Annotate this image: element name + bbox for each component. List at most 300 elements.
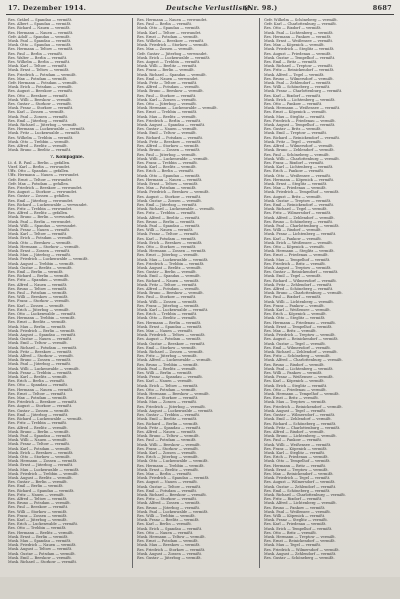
list-entry: Musk. Erich — Spandau — vermißt. — [137, 526, 203, 531]
list-entry: Res. Franz — Zossen — vermißt. — [8, 513, 68, 518]
list-entry: Musk. Otto — Luckenwalde — vermißt. — [137, 459, 209, 464]
list-entry: Res. Ernst — Potsdam — vermißt. — [137, 539, 199, 544]
list-entry: Musk. Emil — Zehlendorf — vermißt. — [264, 417, 332, 422]
list-entry: Res. Richard — Reinickendorf — vermißt. — [264, 135, 341, 140]
list-entry: Musk. Max — Zossen — vermißt. — [137, 400, 198, 405]
list-entry: Res. Fritz — Trebbin — vermißt. — [137, 211, 197, 216]
list-entry: 7. Kompagnie. — [50, 154, 84, 159]
list-entry: Musk. Richard — Spandau — vermißt. — [137, 72, 207, 77]
list-entry: Musk. Richard — Luckenwalde — vermißt. — [137, 207, 215, 212]
list-entry: Res. Emil — Wilmersdorf — vermißt. — [264, 345, 332, 350]
list-entry: Musk. Willi — Zossen — vermißt. — [137, 299, 198, 304]
list-entry: Musk. Otto — Tempelhof — vermißt. — [264, 459, 331, 464]
list-entry: Res. Bruno — Rixdorf — vermißt. — [264, 362, 325, 367]
list-entry: Res. Wilhelm — Beeskow — vermißt. — [137, 39, 205, 44]
list-entry: Musk. Karl — Weißensee — vermißt. — [264, 308, 331, 313]
list-entry: Res. Richard — Wilmersdorf — vermißt. — [264, 278, 338, 283]
list-entry: Uffz. Otto — Spandau — gefallen. — [8, 169, 70, 174]
list-entry: Res. Fritz — Storkow — vermißt. — [137, 497, 198, 502]
list-entry: Res. August — Trebbin — vermißt. — [137, 60, 201, 65]
list-entry: Res. Otto — Nauen — vermißt. — [137, 530, 194, 535]
list-entry: Musk. Hermann — Luckenwalde — vermißt. — [137, 106, 218, 111]
list-entry: Res. Hermann — Teltow — vermißt. — [8, 47, 74, 52]
list-entry: Musk. Hermann — Steglitz — vermißt. — [264, 249, 335, 254]
list-entry: Musk. Richard — Jüterbog — vermißt. — [8, 123, 78, 128]
list-entry: Musk. Bruno — Lichtenberg — vermißt. — [264, 434, 337, 439]
list-entry: Gefr. Max — Potsdam — gefallen. — [8, 181, 69, 186]
list-entry: Res. Ernst — Köpenick — vermißt. — [264, 110, 327, 115]
list-entry: Res. Gustav — Berlin — vermißt. — [137, 270, 197, 275]
list-entry: Musk. Emil — Treptow — vermißt. — [264, 131, 328, 136]
list-entry: Res. Erich — Jüterbog — vermißt. — [137, 455, 199, 460]
list-entry: Res. Friedrich — Berlin — vermißt. — [137, 118, 202, 123]
list-entry: Res. Alfred — Rixdorf — vermißt. — [264, 429, 325, 434]
list-entry: Gefr. Wilhelm — Schöneberg — vermißt. — [264, 18, 338, 22]
list-entry: Gefr. Gustav — Jüterbog — verwundet. — [137, 51, 208, 56]
list-entry: Vizef. Karl — Berlin — verwundet. — [8, 164, 71, 169]
list-entry: Musk. August — Trebbin — vermißt. — [8, 261, 75, 266]
column-2 — [137, 18, 255, 574]
list-entry: Musk. Ernst — Tempelhof — vermißt. — [264, 324, 333, 329]
list-entry: Musk. Otto — Spandau — vermißt. — [137, 26, 201, 31]
list-entry: Musk. Fritz — Luckenwalde — vermißt. — [8, 131, 81, 136]
list-entry: Res. Fritz — Reinickendorf — vermißt. — [264, 68, 335, 73]
list-entry: Res. Erich — Luckenwalde — vermißt. — [8, 522, 79, 527]
list-entry: Res. Max — Potsdam — vermißt. — [8, 396, 68, 401]
list-entry: Res. Max — Nauen — vermißt. — [137, 329, 194, 334]
column-divider — [259, 18, 260, 568]
list-entry: Res. Alfred — Wilmersdorf — vermißt. — [264, 144, 334, 149]
list-entry: Res. Gustav — Storkow — vermißt. — [8, 102, 72, 107]
list-entry: Res. Richard — Nauen — vermißt. — [8, 26, 71, 31]
list-entry: Res. August — Friedenau — vermißt. — [264, 51, 332, 56]
list-entry: Musk. Fritz — Spandau — vermißt. — [137, 425, 202, 430]
list-entry: Musk. Willi — Spandau — verwundet. — [8, 223, 77, 228]
list-entry: Musk. Hermann — Storkow — vermißt. — [8, 244, 80, 249]
list-entry: Musk. Willi — Beeskow — vermißt. — [137, 442, 201, 447]
list-entry: Res. Gustav — Trebbin — vermißt. — [137, 413, 201, 418]
list-entry: Musk. Karl — Zossen — vermißt. — [137, 450, 197, 455]
list-entry: Musk. Willi — Beelitz — vermißt. — [137, 64, 198, 69]
list-entry: Res. Willi — Rixdorf — vermißt. — [264, 228, 322, 233]
list-entry: Musk. Alfred — Zossen — vermißt. — [137, 501, 201, 506]
list-entry: Res. Bruno — Wilmersdorf — vermißt. — [264, 76, 334, 81]
list-entry: Musk. Ernst — Treptow — vermißt. — [264, 467, 329, 472]
list-entry: Res. Bruno — Pankow — vermißt. — [264, 505, 326, 510]
list-entry: Musk. Hermann — Beeskow — vermißt. — [137, 392, 210, 397]
list-entry: Musk. August — Tempelhof — vermißt. — [264, 123, 336, 128]
list-entry: Musk. Ernst — Teltow — vermißt. — [8, 68, 70, 73]
list-entry: Musk. Hermann — Zossen — vermißt. — [8, 459, 78, 464]
list-entry: Res. Ernst — Teltow — vermißt. — [8, 391, 67, 396]
list-entry: Res. Emil — Schöneberg — vermißt. — [264, 488, 331, 493]
list-entry: Res. Alfred — Storkow — vermißt. — [137, 144, 200, 149]
list-entry: Musk. Friedrich — Tempelhof — vermißt. — [264, 190, 340, 195]
list-entry: Res. Alfred — Potsdam — vermißt. — [137, 287, 200, 291]
list-entry: Res. Max — Köpenick — vermißt. — [264, 43, 325, 48]
list-entry: Musk. Alfred — Storkow — vermißt. — [8, 354, 74, 359]
list-entry: Musk. Otto — Trebbin — vermißt. — [8, 139, 70, 144]
list-entry: Musk. Friedrich — Tegel — vermißt. — [264, 476, 331, 481]
list-entry: Musk. Gustav — Treptow — vermißt. — [264, 198, 332, 203]
list-entry: Res. Willi — Köpenick — vermißt. — [264, 513, 326, 518]
list-entry: Gefr. Ernst — Teltow — verwundet. — [8, 177, 73, 182]
list-entry: Musk. Karl — Lichtenberg — vermißt. — [264, 165, 334, 170]
list-entry: Res. Friedrich — Jüterbog — vermißt. — [137, 404, 206, 409]
list-entry: Musk. Bruno — Charlottenburg — vermißt. — [264, 291, 343, 296]
list-entry: Res. Franz — Storkow — vermißt. — [137, 446, 199, 451]
list-entry: Res. Paul — Storkow — vermißt. — [137, 295, 197, 300]
list-entry: Lt. d. R. Paul — Berlin — gefallen. — [8, 160, 71, 165]
list-entry: Musk. Ernst — Zossen — vermißt. — [8, 248, 71, 253]
list-entry: Res. Willi — Trebbin — vermißt. — [137, 513, 196, 518]
list-entry: Res. Franz — Trebbin — vermißt. — [137, 160, 199, 165]
list-entry: Musk. Max — Jüterbog — vermißt. — [8, 253, 72, 258]
list-entry: Res. Richard — Spandau — vermißt. — [8, 488, 75, 493]
list-entry: Res. Richard — Berlin — vermißt. — [8, 274, 70, 279]
page-header — [6, 3, 394, 13]
list-entry: Res. Gustav — Zossen — gefallen. — [8, 194, 70, 199]
list-entry: Res. Otto — Potsdam — vermißt. — [137, 387, 197, 392]
list-entry: Res. Fritz — Trebbin — vermißt. — [8, 421, 68, 426]
list-entry: Res. August — Storkow — verwundet. — [8, 190, 78, 195]
list-entry: Res. Hermann — Trebbin — vermißt. — [137, 463, 205, 468]
list-entry: Res. Wilhelm — Berlin — vermißt. — [8, 60, 71, 65]
list-entry: Res. Otto — Storkow — vermißt. — [137, 244, 197, 249]
list-entry: Musk. Hermann — Weißensee — vermißt. — [264, 106, 341, 111]
list-entry: Musk. Paul — Beelitz — vermißt. — [137, 366, 197, 371]
list-entry: Musk. Karl — Potsdam — vermißt. — [8, 446, 71, 451]
list-entry: Res. Paul — Storkow — vermißt. — [137, 93, 197, 98]
list-entry: Musk. Franz — Teltow — vermißt. — [137, 232, 200, 237]
list-entry: Res. Hermann — Nauen — vermißt. — [8, 387, 74, 392]
list-entry: Res. Friedrich — Reinickendorf — vermißt. — [264, 404, 343, 409]
list-entry: Gefr. Karl — Charlottenburg — vermißt. — [264, 22, 338, 27]
list-entry: Res. Paul — Rixdorf — vermißt. — [264, 295, 322, 300]
list-entry: Res. Max — Berlin — vermißt. — [137, 471, 193, 476]
list-entry: Res. Gräbel — Spandau — vermißt. — [8, 18, 73, 22]
list-entry: Res. Emil — Storkow — vermißt. — [137, 345, 197, 350]
list-entry: Musk. Friedrich — Steglitz — vermißt. — [264, 47, 335, 52]
list-entry: Res. Alfred — Beelitz — vermißt. — [8, 425, 68, 430]
list-entry: Res. Otto — Britz — vermißt. — [264, 530, 317, 535]
list-entry: Res. Willi — Nauen — vermißt. — [137, 228, 194, 233]
list-entry: Res. Hermann — Britz — vermißt. — [264, 463, 327, 468]
list-entry: Res. Gustav — Wilmersdorf — vermißt. — [264, 413, 336, 418]
list-entry: Res. August — Storkow — vermißt. — [137, 194, 202, 199]
list-entry: Res. Ernst — Friedenau — vermißt. — [264, 253, 329, 258]
list-entry: Musk. Gustav — Nauen — vermißt. — [8, 337, 73, 342]
list-entry: Musk. Hermann — Teltow — vermißt. — [137, 534, 206, 539]
list-entry: Musk. Willi — Charlottenburg — vermißt. — [264, 156, 340, 161]
list-entry: Musk. Karl — Steglitz — vermißt. — [264, 450, 326, 455]
list-entry: Musk. Ernst — Beelitz — vermißt. — [137, 467, 199, 472]
list-entry: Res. Willi — Schöneberg — vermißt. — [264, 85, 331, 90]
list-entry: Musk. August — Zehlendorf — vermißt. — [264, 551, 337, 556]
list-entry: Musk. Fritz — Charlottenburg — vermißt. — [264, 425, 341, 430]
list-entry: Res. August — Potsdam — vermißt. — [137, 337, 202, 342]
list-entry: Res. Ernst — Storkow — vermißt. — [137, 396, 199, 401]
list-entry: Res. August — Wilmersdorf — vermißt. — [264, 480, 336, 485]
header-rule — [6, 14, 394, 15]
list-entry: Res. Friedrich — Wilmersdorf — vermißt. — [264, 547, 340, 552]
list-entry: Musk. Bruno — Teltow — vermißt. — [137, 434, 200, 439]
column-divider — [132, 18, 133, 568]
list-entry: Musk. Erich — Tempelhof — vermißt. — [264, 526, 333, 531]
list-entry: Res. Friedrich — Trebbin — vermißt. — [137, 261, 205, 266]
list-entry: Musk. Otto — Spandau — vermißt. — [8, 43, 72, 48]
list-entry: Res. Ernst — Jüterbog — vermißt. — [137, 253, 199, 258]
list-entry: Musk. Erich — Weißensee — vermißt. — [264, 240, 333, 245]
list-entry: Gefr. Adolf — Spandau — vermißt. — [8, 34, 71, 39]
list-entry: Musk. Paul — Spandau — vermißt. — [8, 433, 72, 438]
list-entry: Res. Max — Potsdam — vermißt. — [137, 186, 197, 191]
list-entry: Res. Alfred — Teltow — vermißt. — [8, 496, 68, 501]
list-entry: Musk. Franz — Spandau — vermißt. — [137, 375, 204, 380]
list-entry: Res. Otto — Pankow — vermißt. — [264, 102, 323, 107]
list-entry: Res. Ernst — Potsdam — vermißt. — [137, 34, 199, 39]
list-entry: Musk. Fritz — Zehlendorf — vermißt. — [264, 282, 333, 287]
list-entry: Res. Emil — Jüterbog — verwundet. — [8, 198, 74, 203]
list-entry: Musk. Richard — Zehlendorf — vermißt. — [264, 350, 338, 355]
list-entry: Res. Karl — Nauen — vermißt. — [137, 379, 193, 384]
list-entry: Musk. Erich — Beeskow — vermißt. — [8, 450, 74, 455]
list-entry: Res. Friedrich — Beeskow — verwundet. — [8, 185, 83, 190]
list-entry: Musk. Willi — Weißensee — vermißt. — [264, 442, 332, 447]
list-entry: Musk. Gustav — Potsdam — vermißt. — [8, 551, 76, 556]
column-1 — [8, 18, 126, 574]
list-entry: Res. Paul — Schöneberg — vermißt. — [264, 152, 330, 157]
list-entry: Musk. Richard — Tegel — vermißt. — [264, 207, 328, 212]
list-entry: Res. Ernst — Trebbin — vermißt. — [137, 110, 198, 115]
text-columns — [6, 18, 394, 574]
list-entry: Musk. August — Spandau — vermißt. — [137, 123, 206, 128]
list-entry: Musk. Paul — Lichtenberg — vermißt. — [264, 30, 334, 35]
list-entry: Res. Gustav — Nauen — vermißt. — [137, 127, 198, 132]
list-entry: Musk. Willi — Nauen — vermißt. — [8, 438, 68, 443]
list-entry: Res. Paul — Jüterbog — vermißt. — [137, 152, 197, 157]
list-entry: Musk. Franz — Nauen — vermißt. — [8, 227, 71, 232]
list-entry: Res. Emil — Jüterbog — vermißt. — [8, 412, 69, 417]
list-entry: Res. Otto — Friedenau — vermißt. — [264, 387, 327, 392]
list-entry: Musk. Richard — Charlottenburg — vermißt. — [264, 492, 347, 497]
list-entry: Res. Paul — Beeskow — vermißt. — [8, 505, 69, 510]
list-entry: Musk. Emil — Teltow — vermißt. — [137, 131, 197, 136]
list-entry: Musk. Friedrich — Luckenwalde — vermißt. — [8, 257, 89, 262]
list-entry: Musk. Max — Spandau — vermißt. — [8, 538, 72, 543]
list-entry: Res. Otto — Beeskow — vermißt. — [8, 93, 69, 98]
list-entry: Musk. August — Treptow — vermißt. — [264, 265, 332, 270]
list-entry: Musk. Gustav — Beeskow — vermißt. — [137, 341, 206, 346]
list-entry: Res. August — Beeskow — vermißt. — [8, 89, 74, 94]
list-entry: Res. Emil — Potsdam — vermißt. — [137, 488, 198, 493]
list-entry: Musk. Hermann — Zossen — vermißt. — [137, 249, 207, 254]
list-entry: Res. Willi — Pankow — vermißt. — [264, 371, 323, 376]
list-entry: Musk. Erich — Potsdam — vermißt. — [8, 85, 73, 90]
list-entry: Res. Emil — Berlin — vermißt. — [8, 484, 64, 489]
list-entry: Res. Emil — Nauen — verwundet. — [137, 76, 199, 81]
list-entry: Res. Franz — Berlin — vermißt. — [137, 68, 195, 73]
list-entry: Musk. Paul — Charlottenburg — vermißt. — [264, 223, 340, 228]
list-entry: Musk. Bruno — Beeskow — vermißt. — [137, 89, 204, 94]
list-entry: Musk. Ernst — Teltow — vermißt. — [137, 181, 199, 186]
list-entry: Res. Fritz — Schöneberg — vermißt. — [264, 354, 331, 359]
list-entry: Res. Emil — Berlin — vermißt. — [8, 269, 64, 274]
list-entry: Res. Karl — Berlin — vermißt. — [137, 522, 192, 527]
list-entry: Res. Ernst — Beelitz — vermißt. — [8, 320, 67, 325]
list-entry: Musk. Richard — Treptow — vermißt. — [264, 64, 334, 69]
list-entry: Res. Paul — Potsdam — vermißt. — [137, 438, 197, 443]
list-entry: Musk. Alfred — Charlottenburg — vermißt. — [264, 358, 343, 363]
list-entry: Res. Bruno — Schöneberg — vermißt. — [264, 219, 334, 224]
list-entry: Musk. Bruno — Zossen — vermißt. — [137, 148, 201, 153]
list-entry: Musk. Paul — Spandau — vermißt. — [137, 223, 201, 228]
list-entry: Musk. Franz — Lichtenberg — vermißt. — [264, 232, 337, 237]
list-entry: Musk. Emil — Beelitz — vermißt. — [137, 417, 198, 422]
list-entry: Musk. Otto — Spandau — vermißt. — [137, 173, 201, 178]
list-entry: Res. Hermann — Beelitz — vermißt. — [8, 530, 74, 535]
list-entry: Res. Fritz — Spandau — vermißt. — [8, 278, 69, 283]
list-entry: Musk. Paul — Weißensee — vermißt. — [264, 509, 331, 514]
list-entry: Musk. Paul — Lichtenberg — vermißt. — [264, 366, 334, 371]
list-entry: Res. Ernst — Reinickendorf — vermißt. — [264, 539, 336, 544]
list-entry: Res. Hermann — Nauen — verwundet. — [137, 18, 208, 22]
list-entry: Res. Richard — Luckenwalde — verwundet. — [8, 202, 88, 207]
list-entry: Res. Paul — Potsdam — vermißt. — [8, 291, 68, 295]
list-entry: Res. Franz — Pankow — vermißt. — [264, 303, 325, 308]
list-entry: Musk. Gustav — Tempelhof — vermißt. — [264, 55, 336, 60]
header-title: Deutsche Verlustliste. — [166, 4, 253, 12]
list-entry: Res. Richard — Berlin — vermißt. — [137, 421, 199, 426]
list-entry: Res. Alfred — Beelitz — vermißt. — [8, 144, 68, 149]
list-entry: Musk. Emil — Beeskow — vermißt. — [8, 555, 72, 560]
list-entry: Musk. Paul — Zehlendorf — vermißt. — [264, 81, 332, 86]
list-entry: Musk. August — Luckenwalde — vermißt. — [137, 408, 214, 413]
list-entry: Res. Karl — Köpenick — vermißt. — [264, 379, 325, 384]
list-entry: Musk. Bruno — Berlin — vermißt. — [8, 429, 70, 434]
list-entry: Musk. Fritz — Tegel — vermißt. — [264, 139, 322, 144]
list-entry: Musk. Fritz — Beeskow — vermißt. — [137, 139, 202, 144]
list-entry: Res. Otto — Luckenwalde — vermißt. — [8, 312, 77, 317]
list-entry: Res. Karl — Rixdorf — vermißt. — [264, 93, 322, 98]
list-entry: Res. Max — Potsdam — vermißt. — [8, 76, 68, 81]
list-entry: Res. Richard — Schöneberg — vermißt. — [264, 421, 337, 426]
list-entry: Res. Gustav — Berlin — vermißt. — [8, 480, 68, 485]
list-entry: Musk. Bruno — Beeskow — vermißt. — [137, 291, 204, 296]
header-date: 17. Dezember 1914. — [8, 4, 87, 12]
list-entry: Musk. Bruno — Zehlendorf — vermißt. — [264, 148, 335, 153]
list-entry: Res. Fritz — Nauen — vermißt. — [8, 492, 65, 497]
list-entry: Musk. Alfred — Tegel — vermißt. — [264, 72, 325, 77]
list-entry: Musk. Franz — Steglitz — vermißt. — [264, 518, 329, 523]
list-entry: Musk. Erich — Lichtenberg — vermißt. — [264, 97, 336, 102]
list-entry: Res. Friedrich — Beeskow — vermißt. — [8, 400, 78, 405]
list-entry: Res. Erich — Köpenick — vermißt. — [264, 312, 327, 317]
list-entry: Musk. Fritz — Beeskow — vermißt. — [8, 349, 73, 354]
list-entry: Res. Fritz — Rixdorf — vermißt. — [264, 497, 323, 502]
list-entry: Res. Hermann — Trebbin — vermißt. — [8, 316, 76, 321]
list-entry: Musk. Max — Steglitz — vermißt. — [264, 114, 326, 119]
list-entry: Musk. August — Beelitz — vermißt. — [137, 265, 202, 270]
list-entry: Musk. Gustav — Tegel — vermißt. — [264, 341, 326, 346]
list-entry: Res. Hermann — Nauen — vermißt. — [8, 30, 74, 35]
list-entry: Musk. Willi — Lichtenberg — vermißt. — [264, 299, 334, 304]
list-entry: Res. Alfred — Nauen — vermißt. — [8, 282, 68, 287]
list-entry: Res. Walter — Berlin — vermißt. — [8, 55, 68, 60]
list-entry: Res. Bruno — Trebbin — vermißt. — [137, 362, 199, 367]
list-entry: Musk. Franz — Storkow — vermißt. — [8, 106, 74, 111]
list-entry: Musk. August — Tegel — vermißt. — [264, 408, 327, 413]
header-issue-number: (Nr. 98.) — [244, 4, 278, 12]
list-entry: Res. Ernst — Britz — vermißt. — [264, 396, 319, 401]
list-entry: Res. Otto — Köpenick — vermißt. — [264, 244, 325, 249]
list-entry: Res. Otto — Jüterbog — vermißt. — [137, 102, 197, 107]
list-entry: Musk. Richard — Zossen — vermißt. — [137, 350, 204, 355]
list-entry: Musk. Max — Beelitz — vermißt. — [137, 114, 197, 119]
list-entry: Res. Bruno — Teltow — vermißt. — [8, 286, 68, 291]
list-entry: Musk. August — Zossen — vermißt. — [137, 551, 203, 556]
list-entry: Res. Franz — Storkow — vermißt. — [8, 299, 70, 304]
list-entry: Res. Paul — Pankow — vermißt. — [264, 438, 323, 443]
list-entry: Musk. Gustav — Zossen — vermißt. — [137, 198, 202, 203]
list-entry: Musk. Richard — Storkow — vermißt. — [8, 560, 78, 564]
list-entry: Musk. Friedrich — Beeskow — vermißt. — [137, 190, 210, 195]
list-entry: Res. Erich — Trebbin — vermißt. — [137, 312, 198, 317]
list-entry: Res. Karl — Friedenau — vermißt. — [264, 522, 327, 527]
list-entry: Musk. Willi — Luckenwalde — vermißt. — [137, 156, 209, 161]
list-entry: Gefr. Hermann — Potsdam — vermißt. — [8, 81, 78, 86]
list-entry: Musk. Hermann — Treptow — vermißt. — [264, 534, 336, 539]
list-entry: Musk. Franz — Teltow — vermißt. — [8, 442, 71, 447]
list-entry: Musk. Otto — Beelitz — vermißt. — [137, 316, 198, 321]
list-entry: Res. Otto — Spandau — vermißt. — [8, 383, 69, 388]
list-entry: Res. Hermann — Nauen — vermißt. — [137, 177, 203, 182]
list-entry: Res. Otto — Trebbin — vermißt. — [8, 526, 67, 531]
list-entry: Musk. Ernst — Berlin — vermißt. — [8, 534, 69, 539]
list-entry: Res. Emil — Jüterbog — vermißt. — [137, 202, 198, 207]
list-entry: Musk. Otto — Weißensee — vermißt. — [264, 173, 332, 178]
list-entry: Musk. August — Teltow — vermißt. — [8, 547, 73, 552]
list-entry: Musk. Max — Berlin — vermißt. — [8, 324, 67, 329]
list-entry: Musk. Karl — Zossen — vermißt. — [137, 97, 197, 102]
list-entry: Res. Friedrich — Britz — vermißt. — [264, 261, 326, 266]
list-entry: Musk. August — Beelitz — vermißt. — [8, 475, 73, 480]
list-entry: Res. Friedrich — Friedenau — vermißt. — [264, 118, 336, 123]
list-entry: Res. Hermann — Köpenick — vermißt. — [264, 177, 335, 182]
list-entry: Musk. Otto — Storkow — vermißt. — [8, 454, 71, 459]
list-entry: Res. Alfred — Schöneberg — vermißt. — [264, 287, 334, 291]
list-entry: Res. Emil — Reinickendorf — vermißt. — [264, 202, 335, 207]
list-entry: Res. Emil — Jüterbog — vermißt. — [8, 118, 69, 123]
list-entry: Musk. Erich — Luckenwalde — vermißt. — [137, 55, 211, 60]
list-entry: Musk. Paul — Luckenwalde — vermißt. — [137, 509, 209, 514]
list-entry: Musk. Friedrich — Storkow — vermißt. — [137, 43, 209, 48]
list-entry: Res. Alfred — Nauen — vermißt. — [137, 429, 197, 434]
list-entry: Musk. Friedrich — Treptow — vermißt. — [264, 333, 336, 338]
list-entry: Musk. Erich — Steglitz — vermißt. — [264, 383, 328, 388]
list-entry: Res. Alfred — Beelitz — gefallen. — [8, 211, 69, 216]
list-entry: Musk. Max — Tempelhof — vermißt. — [264, 257, 331, 262]
list-entry: Musk. Friedrich — Berlin — vermißt. — [8, 328, 76, 333]
list-entry: Musk. Karl — Luckenwalde — vermißt. — [137, 308, 209, 313]
list-entry: Res. Karl — Zossen — vermißt. — [8, 110, 65, 115]
list-entry: Musk. Ernst — Steglitz — vermißt. — [264, 181, 328, 186]
list-entry: Res. Erich — Berlin — vermißt. — [8, 379, 66, 384]
list-entry: Res. Hermann — Berlin — vermißt. — [137, 320, 202, 325]
list-entry: Musk. Friedrich — Teltow — vermißt. — [137, 333, 206, 338]
list-entry: Musk. Gustav — Beelitz — vermißt. — [8, 265, 73, 270]
list-entry: Musk. Alfred — Beelitz — vermißt. — [137, 215, 201, 220]
